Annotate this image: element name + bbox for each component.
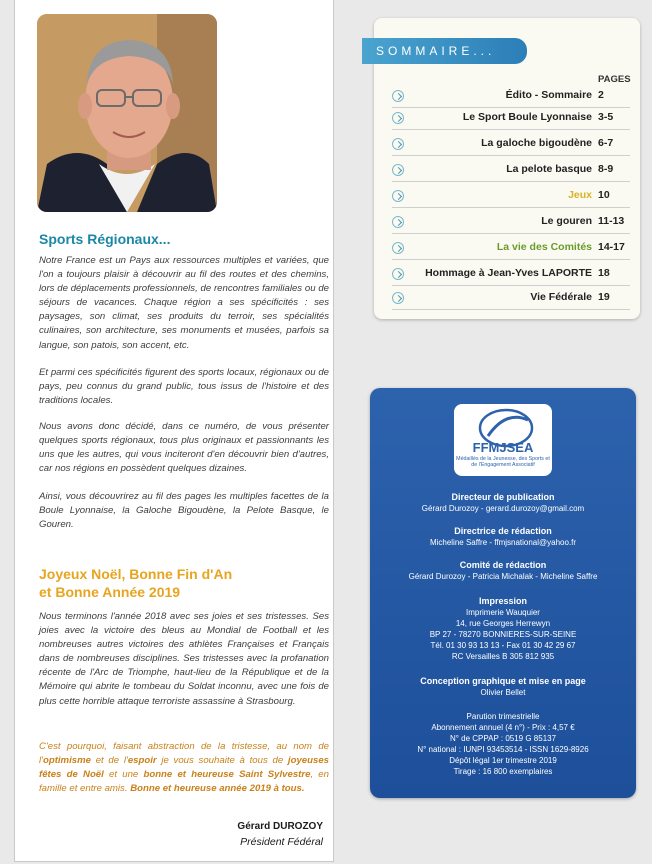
toc-item[interactable] [392,290,630,310]
print-line-3: BP 27 - 78270 BONNIERES-SUR-SEINE [429,630,577,639]
editorial-paragraph-1: Notre France est un Pays aux ressources multiples et variées, que l'on a toujours plaisir à découvrir au fil des routes et des chemins, lors de déplacements professionnels, de rencontres familiales ou de séjours de vacances. Chaque région a ses spécificités : ses paysages, son climat, ses produits du terroir, ses spécialités culinaires, son architecture, ses monuments et musées, parfois sa langue, son patois, son accent, etc. [39,255,329,351]
toc-page: 6-7 [598,137,614,149]
toc-item[interactable] [392,110,630,130]
toc-item[interactable] [392,162,630,182]
pages-header: PAGES [598,74,631,85]
sommaire-panel [374,18,640,319]
director-line: Gérard Durozoy - gerard.durozoy@gmail.com [421,504,585,513]
toc-label: Le gouren [541,215,592,227]
arrow-circle-icon [392,190,404,202]
toc-label: Édito - Sommaire [505,89,592,101]
misc-line-2: Abonnement annuel (4 n°) - Prix : 4,57 € [431,723,575,732]
editor-title: Directrice de rédaction [454,526,552,536]
ffmjsea-logo: FFMJSEA Médaillés de la Jeunesse, des Sports et de l'Engagement Associatif [454,404,552,476]
sommaire-tab: SOMMAIRE... [362,38,527,64]
toc-page: 14-17 [598,241,625,253]
editorial-paragraph-6: C'est pourquoi, faisant abstraction de la tristesse, au nom de l'optimisme et de l'espoir je vous souhaite à tous de joyeuses fêtes de Noël et une bonne et heureuse Saint Sylvestre, en famille et entre amis. Bonne et heureuse année 2019 à tous. [39,741,329,795]
arrow-circle-icon [392,90,404,102]
arrow-circle-icon [392,138,404,150]
print-title: Impression [478,596,527,606]
toc-item[interactable] [392,188,630,208]
committee-title: Comité de rédaction [459,560,547,570]
misc-line-1: Parution trimestrielle [466,712,540,721]
editorial-paragraph-2: Et parmi ces spécificités figurent des sports locaux, régionaux ou de pays, peu connus du grand public, tous issus de l'histoire et des traditions locales. [39,367,329,407]
arrow-circle-icon [392,164,404,176]
editorial-paragraph-4: Ainsi, vous découvrirez au fil des pages les multiples facettes de la Boule Lyonnaise, la Galoche Bigoudène, la Pelote Basque, le Gouren. [39,491,329,531]
toc-item[interactable] [392,240,630,260]
toc-label: Vie Fédérale [530,291,592,303]
editorial-panel [14,0,334,862]
toc-page: 2 [598,89,604,101]
toc-item[interactable] [392,214,630,234]
section-title-sports: Sports Régionaux... [39,231,171,247]
signature-name: Gérard DUROZOY [237,821,323,832]
editorial-paragraph-5: Nous terminons l'année 2018 avec ses joies et ses tristesses. Ses joies avec la victoire des bleus au Mondial de Football et les nombreuses autres victoires des athlètes Françaises et Français dans de nombreuses disciplines. Ses tristesses avec la profanation récente de l'Arc de Triomphe, haut-lieu de la République et de la Mémoire qui abrite le tombeau du Soldat inconnu, avec une fois de plus cette horrible attaque terroriste assassine à Strasbourg. [39,611,329,707]
toc-label: La galoche bigoudène [481,137,592,149]
toc-label: Hommage à Jean-Yves LAPORTE [425,267,592,279]
toc-page: 8-9 [598,163,614,175]
misc-line-5: Dépôt légal 1er trimestre 2019 [449,756,557,765]
toc-page: 18 [598,267,610,279]
toc-label: La pelote basque [506,163,592,175]
greeting-title-line1: Joyeux Noël, Bonne Fin d'An [39,566,233,582]
director-title: Directeur de publication [451,492,555,502]
toc-page: 11-13 [598,215,625,227]
arrow-circle-icon [392,292,404,304]
toc-label: Le Sport Boule Lyonnaise [462,111,592,123]
arrow-circle-icon [392,216,404,228]
editor-line: Micheline Saffre - ffmjsnational@yahoo.fr [429,538,577,547]
print-line-4: Tél. 01 30 93 13 13 - Fax 01 30 42 29 67 [430,641,576,650]
print-line-1: Imprimerie Wauquier [466,608,540,617]
misc-line-3: N° de CPPAP : 0519 G 85137 [449,734,557,743]
misc-line-4: N° national : IUNPI 93453514 - ISSN 1629-8926 [417,745,589,754]
greeting-title-line2: et Bonne Année 2019 [39,584,181,600]
print-line-2: 14, rue Georges Herrewyn [455,619,551,628]
president-portrait [37,14,217,212]
toc-page: 19 [598,291,610,303]
signature-role: Président Fédéral [240,836,323,848]
credits-panel [370,388,636,798]
arrow-circle-icon [392,242,404,254]
arrow-circle-icon [392,112,404,124]
toc-item[interactable] [392,266,630,286]
arrow-circle-icon [392,268,404,280]
toc-label: Jeux [568,189,592,201]
toc-page: 3-5 [598,111,614,123]
design-line: Olivier Bellet [480,688,526,697]
misc-line-6: Tirage : 16 800 exemplaires [453,767,553,776]
toc-page: 10 [598,189,610,201]
toc-item[interactable] [392,88,630,108]
toc-item[interactable] [392,136,630,156]
print-line-5: RC Versailles B 305 812 935 [451,652,555,661]
toc-label: La vie des Comités [496,241,592,253]
committee-line: Gérard Durozoy - Patricia Michalak - Micheline Saffre [408,572,598,581]
design-title: Conception graphique et mise en page [420,676,586,686]
editorial-paragraph-3: Nous avons donc décidé, dans ce numéro, de vous présenter quelques sports régionaux, tous plus originaux et passionnants les uns que les autres, qui vous inciteront d'en découvrir bien d'autres, car nos régions en possèdent quelques dizaines. [39,421,329,475]
